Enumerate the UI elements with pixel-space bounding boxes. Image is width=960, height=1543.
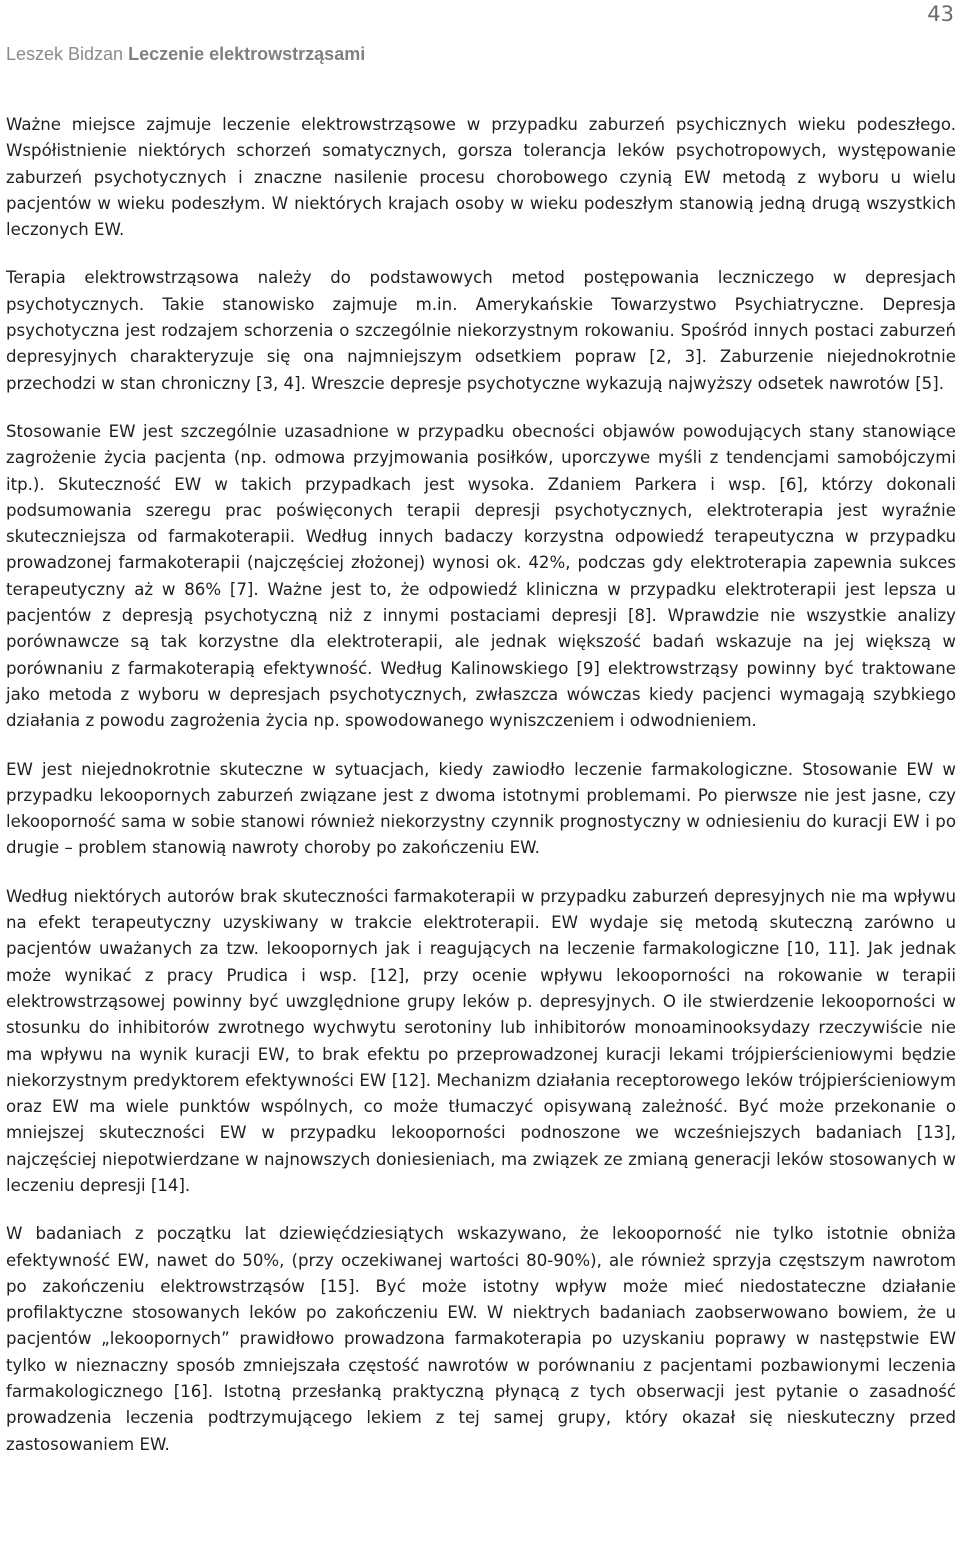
header-author: Leszek Bidzan [6, 44, 124, 64]
header-title: Leczenie elektrowstrząsami [128, 44, 366, 64]
paragraph: Ważne miejsce zajmuje leczenie elektrowstrząsowe w przypadku zaburzeń psychicznych wieku podeszłego. Współistnienie niektórych schorzeń somatycznych, gorsza tolerancja leków psychotropowych, występowanie zaburzeń psychotycznych i znaczne nasilenie procesu chorobowego czynią EW metodą z wyboru u wielu pacjentów w wieku podeszłym. W niektórych krajach osoby w wieku podeszłym stanowią jedną drugą wszystkich leczonych EW. [6, 115, 956, 240]
paragraph: Terapia elektrowstrząsowa należy do podstawowych metod postępowania leczniczego w depresjach psychotycznych. Takie stanowisko zajmuje m.in. Amerykańskie Towarzystwo Psychiatryczne. Depresja psychotyczna jest rodzajem schorzenia o szczególnie niekorzystnym rokowaniu. Spośród innych postaci zaburzeń depresyjnych charakteryzuje się ona najmniejszym odsetkiem popraw [2, 3]. Zaburzenie niejednokrotnie przechodzi w stan chroniczny [3, 4]. Wreszcie depresje psychotyczne wykazują najwyższy odsetek nawrotów [5]. [6, 268, 956, 393]
paragraph: Stosowanie EW jest szczególnie uzasadnione w przypadku obecności objawów powodujących stany stanowiące zagrożenie życia pacjenta (np. odmowa przyjmowania posiłków, uporczywe myśli z tendencjami samobójczymi itp.). Skuteczność EW w takich przypadkach jest wysoka. Zdaniem Parkera i wsp. [6], którzy dokonali podsumowania szeregu prac poświęconych terapii depresji psychotycznych, elektroterapia jest wyraźnie skuteczniejsza od farmakoterapii. Według innych badaczy korzystna odpowiedź terapeutyczna w przypadku prowadzonej farmakoterapii (najczęściej złożonej) wynosi ok. 42%, podczas gdy elektroterapia zapewnia sukces terapeutyczny aż w 86% [7]. Ważne jest to, że odpowiedź kliniczna w przypadku elektroterapii jest lepsza u pacjentów z depresją psychotyczną niż z innymi postaciami depresji [8]. Wprawdzie nie wszystkie analizy porównawcze są tak korzystne dla elektroterapii, ale jednak większość badań wskazuje na jej większą w porównaniu z farmakoterapią efektywność. Według Kalinowskiego [9] elektrowstrząsy powinny być traktowane jako metoda z wyboru w depresjach psychotycznych, zwłaszcza wówczas kiedy pacjenci wymagają szybkiego działania z powodu zagrożenia życia np. spowodowanego wyniszczeniem i odwodnieniem. [6, 421, 956, 731]
paragraph: EW jest niejednokrotnie skuteczne w sytuacjach, kiedy zawiodło leczenie farmakologiczne. Stosowanie EW w przypadku lekoopornych zaburzeń związane jest z dwoma istotnymi problemami. Po pierwsze nie jest jasne, czy lekooporność sama w sobie stanowi również niekorzystny czynnik prognostyczny w odniesieniu do kuracji EW i po drugie – problem stanowią nawroty choroby po zakończeniu EW. [6, 759, 956, 858]
paragraph: W badaniach z początku lat dziewięćdziesiątych wskazywano, że lekooporność nie tylko istotnie obniża efektywność EW, nawet do 50%, (przy oczekiwanej wartości 80-90%), ale również sprzyja częstszym nawrotom po zakończeniu elektrowstrząsów [15]. Być może istotny wpływ może mieć niedostateczne działanie profilaktyczne stosowanych leków po zakończeniu EW. W niektrych badaniach zaobserwowano bowiem, że u pacjentów „lekoopornych” prawidłowo prowadzona farmakoterapia po uzyskaniu poprawy w następstwie EW tylko w nieznaczny sposób zmniejszała częstość nawrotów w porównaniu z pacjentami pozbawionymi leczenia farmakologicznego [16]. Istotną przesłanką praktyczną płynącą z tych obserwacji jest pytanie o zasadność prowadzenia leczenia podtrzymującego lekiem z tej samej grupy, który okazał się nieskuteczny przed zastosowaniem EW. [6, 1224, 956, 1454]
article-body [6, 112, 956, 1480]
paragraph: Według niektórych autorów brak skuteczności farmakoterapii w przypadku zaburzeń depresyjnych nie ma wpływu na efekt terapeutyczny uzyskiwany w trakcie elektroterapii. EW wydaje się metodą skuteczną zarówno u pacjentów uważanych za tzw. lekoopornych jak i reagujących na leczenie farmakologiczne [10, 11]. Jak jednak może wynikać z pracy Prudica i wsp. [12], przy ocenie wpływu lekooporności na rokowanie w terapii elektrowstrząsowej powinny być uwzględnione grupy leków p. depresyjnych. O ile stwierdzenie lekooporności w stosunku do inhibitorów zwrotnego wychwytu serotoniny lub inhibitorów monoaminooksydazy rzeczywiście nie ma wpływu na wynik kuracji EW, to brak efektu po przeprowadzonej kuracji lekami trójpierścieniowymi będzie niekorzystnym predyktorem efektywności EW [12]. Mechanizm działania receptorowego leków trójpierścieniowym oraz EW ma wiele punktów wspólnych, co może tłumaczyć opisywaną zależność. Być może przekonanie o mniejszej skuteczności EW w przypadku lekooporności podnoszone we wcześniejszych badaniach [13], najczęściej niepotwierdzane w najnowszych doniesieniach, ma związek ze zmianą generacji leków stosowanych w leczeniu depresji [14]. [6, 886, 956, 1195]
page-number: 43 [927, 2, 954, 26]
running-header [6, 44, 365, 65]
